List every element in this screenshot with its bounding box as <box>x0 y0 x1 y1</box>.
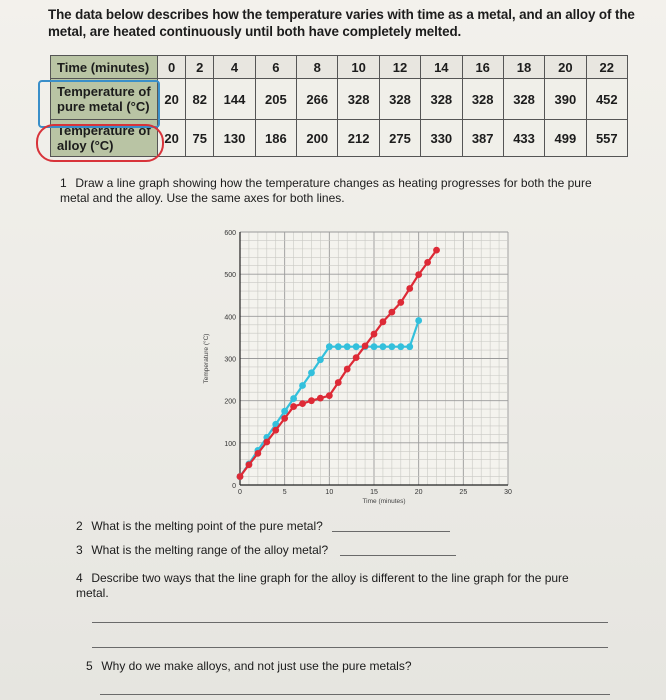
x-tick-label: 10 <box>325 489 334 496</box>
data-point <box>263 439 270 446</box>
data-point <box>237 473 244 480</box>
data-point <box>335 343 342 350</box>
y-tick-label: 200 <box>224 398 236 406</box>
alloy-cell: 186 <box>255 120 296 157</box>
y-tick-label: 100 <box>224 440 236 448</box>
x-tick-label: 15 <box>370 489 378 496</box>
question-text: Describe two ways that the line graph for the alloy is different to the line graph for the pure metal. <box>76 571 569 600</box>
data-point <box>424 259 431 266</box>
data-point <box>290 395 297 402</box>
question-3 <box>76 543 328 558</box>
question-2 <box>76 519 323 534</box>
y-axis-label: Temperature (°C) <box>203 333 210 384</box>
x-tick-label: 5 <box>282 489 287 496</box>
data-point <box>362 342 369 349</box>
time-cell: 18 <box>503 56 544 79</box>
question-4 <box>76 571 576 601</box>
x-tick-label: 25 <box>459 489 468 496</box>
y-tick-label: 400 <box>224 314 236 322</box>
pure-metal-cell: 82 <box>186 79 214 120</box>
data-point <box>308 397 315 404</box>
data-point <box>299 382 306 389</box>
data-point <box>397 343 404 350</box>
time-cell: 16 <box>462 56 503 79</box>
time-cell: 4 <box>214 56 255 79</box>
data-point <box>299 400 306 407</box>
alloy-cell: 330 <box>421 120 462 157</box>
y-tick-label: 600 <box>224 230 236 237</box>
data-point <box>290 403 297 410</box>
intro-text: The data below describes how the temperature varies with time as a metal, and an alloy of the metal, are heated continuously until both have completely melted. <box>48 7 635 39</box>
alloy-cell: 499 <box>545 120 586 157</box>
data-point <box>308 369 315 376</box>
data-point <box>344 343 351 350</box>
data-point <box>380 343 387 350</box>
data-point <box>397 299 404 306</box>
time-cell: 0 <box>158 56 186 79</box>
question-text: Draw a line graph showing how the temperature changes as heating progresses for both the pure metal and the alloy. Use the same axes for both lines. <box>60 176 592 205</box>
data-point <box>406 343 413 350</box>
pure-metal-cell: 452 <box>586 79 627 120</box>
alloy-cell: 130 <box>214 120 255 157</box>
question-number: 4 <box>76 571 83 585</box>
y-tick-label: 0 <box>232 483 236 490</box>
pure-metal-cell: 144 <box>214 79 255 120</box>
time-cell: 22 <box>586 56 627 79</box>
data-point <box>353 354 360 361</box>
pure-metal-cell: 328 <box>379 79 420 120</box>
data-point <box>371 331 378 338</box>
pure-metal-cell: 328 <box>338 79 379 120</box>
time-cell: 2 <box>186 56 214 79</box>
question-number: 5 <box>86 659 93 673</box>
pure-metal-cell: 205 <box>255 79 296 120</box>
pure-metal-cell: 328 <box>462 79 503 120</box>
answer-line[interactable] <box>100 694 610 695</box>
data-point <box>353 343 360 350</box>
question-number: 3 <box>76 543 83 557</box>
question-text: Why do we make alloys, and not just use the pure metals? <box>101 659 412 673</box>
data-point <box>326 343 333 350</box>
data-point <box>433 247 440 254</box>
data-point <box>326 392 333 399</box>
x-tick-label: 30 <box>504 489 512 496</box>
pure-metal-cell: 266 <box>297 79 338 120</box>
alloy-cell: 20 <box>158 120 186 157</box>
x-axis-label: Time (minutes) <box>362 498 406 505</box>
alloy-row-header: Temperature of alloy (°C) <box>51 120 158 157</box>
pure-metal-cell: 328 <box>421 79 462 120</box>
answer-line[interactable] <box>92 622 608 623</box>
alloy-cell: 75 <box>186 120 214 157</box>
data-point <box>371 343 378 350</box>
alloy-cell: 275 <box>379 120 420 157</box>
time-cell: 20 <box>545 56 586 79</box>
alloy-cell: 433 <box>503 120 544 157</box>
data-point <box>344 366 351 373</box>
pure-metal-cell: 328 <box>503 79 544 120</box>
answer-line[interactable] <box>92 647 608 648</box>
question-text: What is the melting range of the alloy metal? <box>91 543 329 557</box>
answer-line[interactable] <box>332 531 450 532</box>
data-point <box>335 379 342 386</box>
data-point <box>254 450 261 457</box>
time-cell: 10 <box>338 56 379 79</box>
alloy-cell: 200 <box>297 120 338 157</box>
question-text: What is the melting point of the pure metal? <box>91 519 323 533</box>
data-point <box>406 285 413 292</box>
time-cell: 6 <box>255 56 296 79</box>
pure-metal-cell: 20 <box>158 79 186 120</box>
time-cell: 12 <box>379 56 420 79</box>
answer-line[interactable] <box>340 555 456 556</box>
question-5 <box>86 659 412 674</box>
question-number: 2 <box>76 519 83 533</box>
pure-metal-cell: 390 <box>545 79 586 120</box>
y-tick-label: 300 <box>224 356 236 364</box>
time-cell: 14 <box>421 56 462 79</box>
data-point <box>415 271 422 278</box>
alloy-cell: 557 <box>586 120 627 157</box>
alloy-cell: 212 <box>338 120 379 157</box>
alloy-cell: 387 <box>462 120 503 157</box>
data-point <box>317 356 324 363</box>
x-tick-label: 20 <box>414 489 423 496</box>
data-point <box>246 461 253 468</box>
time-cell: 8 <box>297 56 338 79</box>
data-point <box>415 317 422 324</box>
question-number: 1 <box>60 176 67 190</box>
y-tick-label: 500 <box>224 272 236 280</box>
data-point <box>281 415 288 422</box>
time-row-header: Time (minutes) <box>51 56 158 79</box>
data-point <box>388 343 395 350</box>
data-point <box>317 395 324 402</box>
data-point <box>380 318 387 325</box>
x-tick-label: 0 <box>238 489 242 496</box>
data-point <box>272 427 279 434</box>
pure-metal-row-header: Temperature of pure metal (°C) <box>51 79 158 120</box>
data-point <box>388 309 395 316</box>
